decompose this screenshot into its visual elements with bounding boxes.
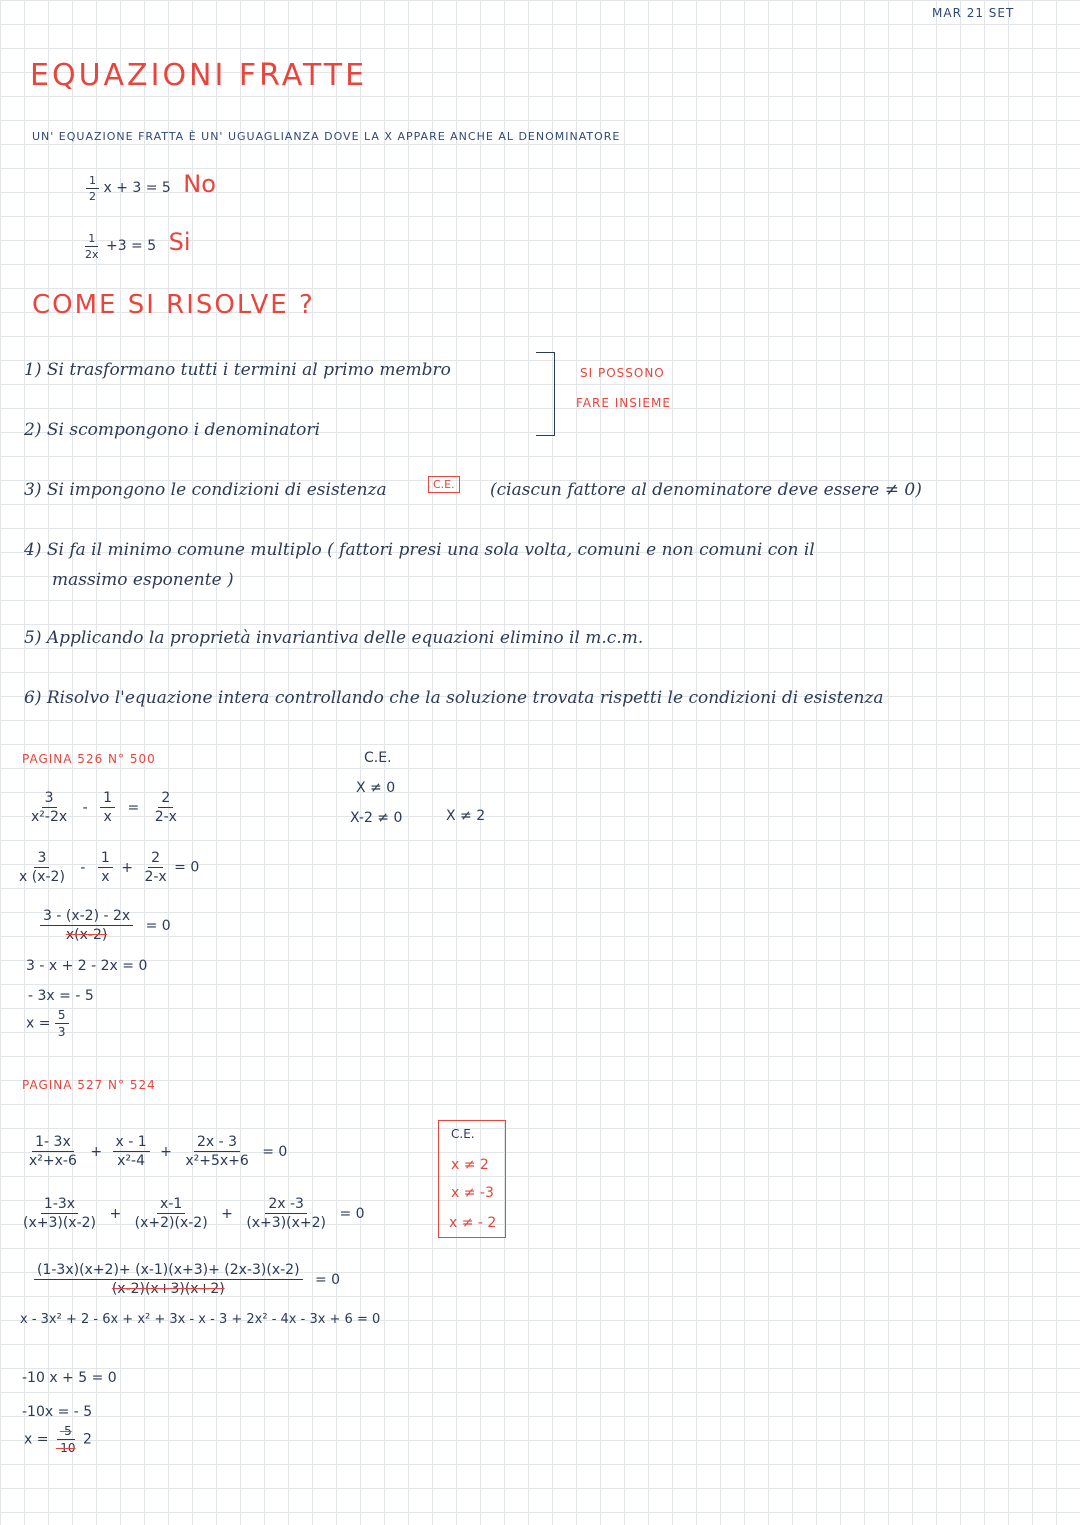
- step-1: 1) Si trasformano tutti i termini al primo membro: [24, 360, 451, 380]
- example-si-denominator: 2x: [85, 247, 99, 261]
- ex1-l6-lhs: x =: [26, 1015, 51, 1032]
- ex1-l2-op2: +: [121, 859, 133, 876]
- ex1-l1-b-den: x: [103, 809, 112, 825]
- ex2-ce-line-3: x ≠ - 2: [449, 1215, 497, 1231]
- ex1-l2-c-num: 2: [148, 850, 163, 868]
- ex1-ce-line-2: X-2 ≠ 0: [350, 810, 403, 826]
- ex1-l2-b-num: 1: [98, 850, 113, 868]
- ex2-l1-a-den: x²+x-6: [29, 1153, 77, 1169]
- ce-badge: C.E.: [428, 476, 460, 493]
- step-5: 5) Applicando la proprietà invariantiva delle equazioni elimino il m.c.m.: [24, 628, 644, 648]
- ex2-l3-num: (1-3x)(x+2)+ (x-1)(x+3)+ (2x-3)(x-2): [34, 1262, 303, 1280]
- ex1-l1-eq: =: [127, 799, 140, 816]
- example-si-numerator: 1: [85, 232, 98, 247]
- ex1-l2-c-den: 2-x: [144, 869, 167, 885]
- ex1-l1-op1: -: [82, 799, 88, 816]
- ex2-line-5: -10 x + 5 = 0: [22, 1370, 117, 1386]
- example-no-numerator: 1: [86, 174, 99, 189]
- ex1-line-6: [26, 1008, 69, 1039]
- ex1-l2-a-num: 3: [34, 850, 49, 868]
- ex1-line-2: [16, 850, 199, 885]
- ex2-line-4: x - 3x² + 2 - 6x + x² + 3x - x - 3 + 2x² - 4x - 3x + 6 = 0: [20, 1312, 381, 1327]
- ex2-l1-op2: +: [160, 1143, 172, 1160]
- ex2-l7-num: -5: [57, 1424, 75, 1440]
- ex2-l1-op1: +: [90, 1143, 103, 1160]
- page-title: EQUAZIONI FRATTE: [30, 58, 368, 93]
- ex1-l6-num: 5: [55, 1008, 69, 1024]
- ex2-l1-a-num: 1- 3x: [32, 1134, 74, 1152]
- ex2-l2-c-num: 2x -3: [265, 1196, 307, 1214]
- ex2-ce-line-1: x ≠ 2: [451, 1157, 489, 1173]
- example-no-denominator: 2: [89, 189, 96, 203]
- ex2-l1-c-num: 2x - 3: [194, 1134, 240, 1152]
- ex2-l3-den: (x-2)(x+3)(x+2): [111, 1281, 225, 1297]
- example-si-answer: Si: [168, 228, 191, 256]
- ex2-line-6: -10x = - 5: [22, 1404, 93, 1420]
- ex2-ce-box: [438, 1120, 506, 1238]
- ex2-l2-a-den: (x+3)(x-2): [23, 1215, 97, 1231]
- bracket: [536, 352, 555, 436]
- ex2-l2-b-den: (x+2)(x-2): [134, 1215, 208, 1231]
- ex1-line-5: - 3x = - 5: [28, 988, 94, 1004]
- bracket-note-1: SI POSSONO: [580, 366, 665, 380]
- ex1-l3-den: x(x-2): [65, 927, 108, 943]
- ex2-line-1: [26, 1134, 287, 1169]
- ex2-l1-b-num: x - 1: [113, 1134, 150, 1152]
- ex1-ce-result: X ≠ 2: [446, 808, 486, 824]
- ex1-l1-c-den: 2-x: [154, 809, 177, 825]
- ex1-line-3: [40, 908, 171, 943]
- ex2-l2-b-num: x-1: [157, 1196, 185, 1214]
- definition-text: UN' EQUAZIONE FRATTA È UN' UGUAGLIANZA DOVE LA X APPARE ANCHE AL DENOMINATORE: [32, 130, 621, 143]
- ex1-l2-b-den: x: [101, 869, 110, 885]
- ex2-line-7: [24, 1424, 92, 1455]
- ex2-l7-tail: 2: [82, 1431, 92, 1448]
- ex2-l7-lhs: x =: [24, 1431, 49, 1448]
- ex1-line-4: 3 - x + 2 - 2x = 0: [26, 958, 148, 974]
- ex2-l2-op2: +: [221, 1205, 233, 1222]
- ex1-l1-b-num: 1: [100, 790, 115, 808]
- bracket-note-2: FARE INSIEME: [576, 396, 671, 410]
- ex2-line-3: [34, 1262, 340, 1297]
- example-no: [86, 170, 216, 203]
- ex1-l6-den: 3: [57, 1025, 66, 1039]
- ex1-ce-title: C.E.: [364, 750, 392, 766]
- ex2-l3-eq: = 0: [315, 1271, 341, 1288]
- ex2-l2-eq: = 0: [339, 1205, 365, 1222]
- ex2-ce-line-2: x ≠ -3: [451, 1185, 494, 1201]
- ex2-l1-b-den: x²-4: [117, 1153, 146, 1169]
- ex1-l1-c-num: 2: [158, 790, 173, 808]
- ex1-ce-line-1: X ≠ 0: [356, 780, 396, 796]
- step-2: 2) Si scompongono i denominatori: [24, 420, 320, 440]
- ex2-l1-c-den: x²+5x+6: [185, 1153, 249, 1169]
- step-4: 4) Si fa il minimo comune multiplo ( fattori presi una sola volta, comuni e non comuni con il: [24, 540, 815, 560]
- example-no-answer: No: [183, 170, 216, 198]
- ex2-label: PAGINA 527 N° 524: [22, 1078, 156, 1092]
- example-no-rest: x + 3 = 5: [103, 180, 171, 196]
- step-3: 3) Si impongono le condizioni di esistenza: [24, 480, 387, 500]
- ex1-l1-a-den: x²-2x: [31, 809, 68, 825]
- ex2-l7-den: -10: [55, 1441, 76, 1455]
- ex2-l2-a-num: 1-3x: [41, 1196, 78, 1214]
- step-4-continued: massimo esponente ): [52, 570, 234, 590]
- ex1-l3-eq: = 0: [145, 917, 171, 934]
- ex1-l3-num: 3 - (x-2) - 2x: [40, 908, 133, 926]
- ex2-ce-title: C.E.: [451, 1127, 475, 1141]
- how-title: COME SI RISOLVE ?: [32, 290, 315, 320]
- ex1-label: PAGINA 526 N° 500: [22, 752, 156, 766]
- example-si-rest: +3 = 5: [105, 238, 157, 254]
- ex1-l1-a-num: 3: [42, 790, 57, 808]
- ex2-l2-c-den: (x+3)(x+2): [246, 1215, 327, 1231]
- ex2-l1-eq: = 0: [262, 1143, 288, 1160]
- ex1-l2-eq: = 0: [174, 859, 200, 876]
- ex2-l2-op1: +: [109, 1205, 122, 1222]
- date: MAR 21 SET: [932, 6, 1015, 20]
- ex1-line-1: [28, 790, 180, 825]
- example-si: [82, 228, 191, 261]
- ex1-l2-a-den: x (x-2): [19, 869, 65, 885]
- ex2-line-2: [20, 1196, 365, 1231]
- ex1-l2-op1: -: [80, 859, 86, 876]
- step-6: 6) Risolvo l'equazione intera controllando che la soluzione trovata rispetti le condizioni di esistenza: [24, 688, 884, 708]
- step-3-note: (ciascun fattore al denominatore deve essere ≠ 0): [490, 480, 922, 500]
